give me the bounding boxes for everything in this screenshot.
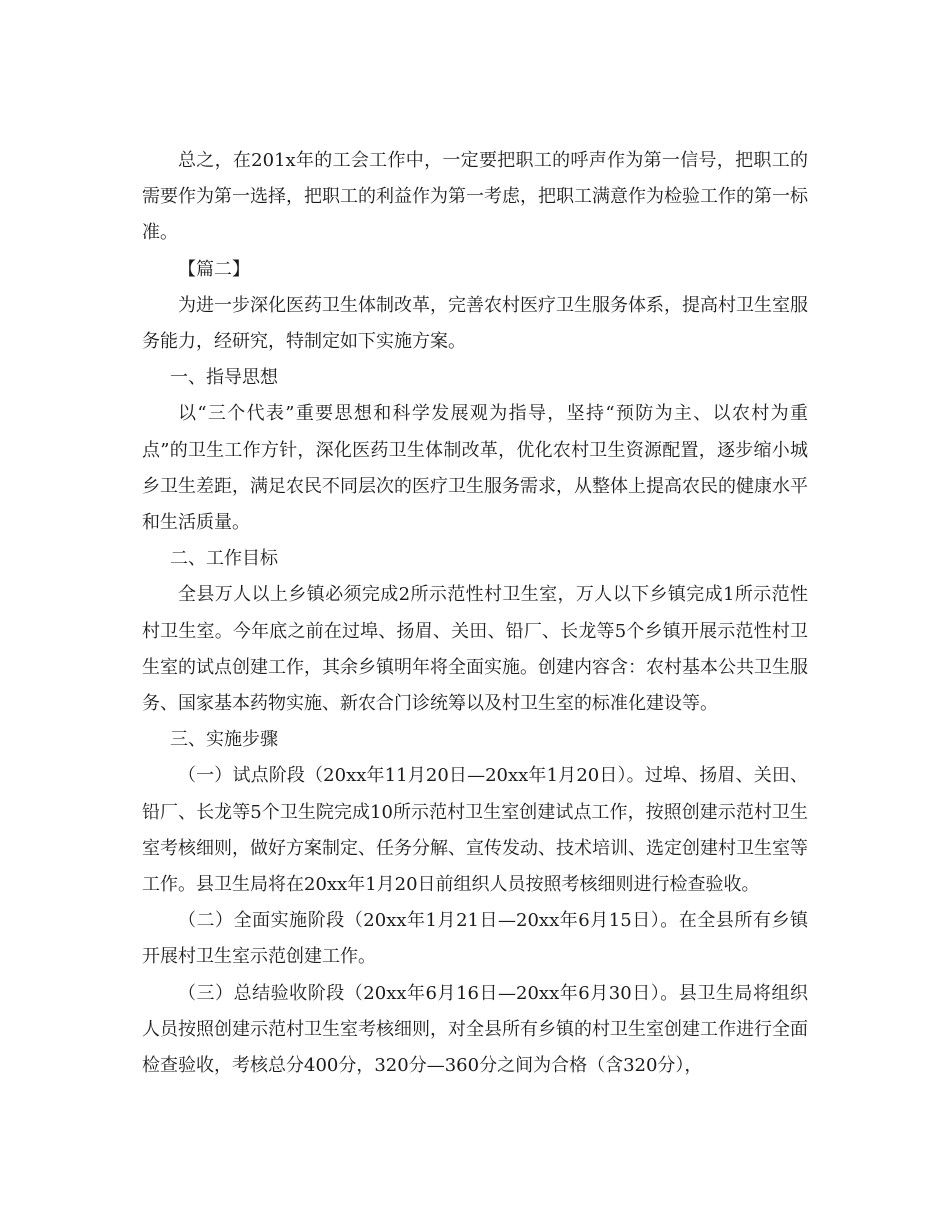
paragraph-guiding-ideology: 以“三个代表”重要思想和科学发展观为指导，坚持“预防为主、以农村为重点”的卫生工作方针，深化医药卫生体制改革，优化农村卫生资源配置，逐步缩小城乡卫生差距，满足农民不同层次的医疗卫生服务需求，从整体上提高农民的健康水平和生活质量。 (142, 403, 808, 534)
document-page (142, 143, 808, 1084)
paragraph-pilot-stage: （一）试点阶段（20xx年11月20日—20xx年1月20日）。过埠、扬眉、关田、铅厂、长龙等5个卫生院完成10所示范村卫生室创建试点工作，按照创建示范村卫生室考核细则，做好方案制定、任务分解、宣传发动、技术培训、选定创建村卫生室等工作。县卫生局将在20xx年1月20日前组织人员按照考核细则进行检查验收。 (142, 765, 808, 896)
paragraph-intro: 为进一步深化医药卫生体制改革，完善农村医疗卫生服务体系，提高村卫生室服务能力，经研究，特制定如下实施方案。 (142, 294, 808, 353)
heading-guiding-ideology: 一、指导思想 (170, 367, 278, 389)
paragraph-full-implementation-stage: （二）全面实施阶段（20xx年1月21日—20xx年6月15日）。在全县所有乡镇开展村卫生室示范创建工作。 (142, 910, 808, 968)
heading-implementation-steps: 三、实施步骤 (170, 729, 278, 751)
paragraph-work-goals: 全县万人以上乡镇必须完成2所示范性村卫生室，万人以下乡镇完成1所示范性村卫生室。今年底之前在过埠、扬眉、关田、铅厂、长龙等5个乡镇开展示范性村卫生室的试点创建工作，其余乡镇明年将全面实施。创建内容含：农村基本公共卫生服务、国家基本药物实施、新农合门诊统筹以及村卫生室的标准化建设等。 (142, 584, 808, 715)
heading-work-goals: 二、工作目标 (170, 548, 278, 570)
section-title-part-two: 【篇二】 (178, 258, 250, 280)
paragraph-summary: 总之，在201x年的工会工作中，一定要把职工的呼声作为第一信号，把职工的需要作为第一选择，把职工的利益作为第一考虑，把职工满意作为检验工作的第一标准。 (142, 150, 808, 244)
paragraph-summary-acceptance-stage: （三）总结验收阶段（20xx年6月16日—20xx年6月30日）。县卫生局将组织人员按照创建示范村卫生室考核细则，对全县所有乡镇的村卫生室创建工作进行全面检查验收，考核总分400分，320分—360分之间为合格（含320分）， (142, 982, 808, 1077)
